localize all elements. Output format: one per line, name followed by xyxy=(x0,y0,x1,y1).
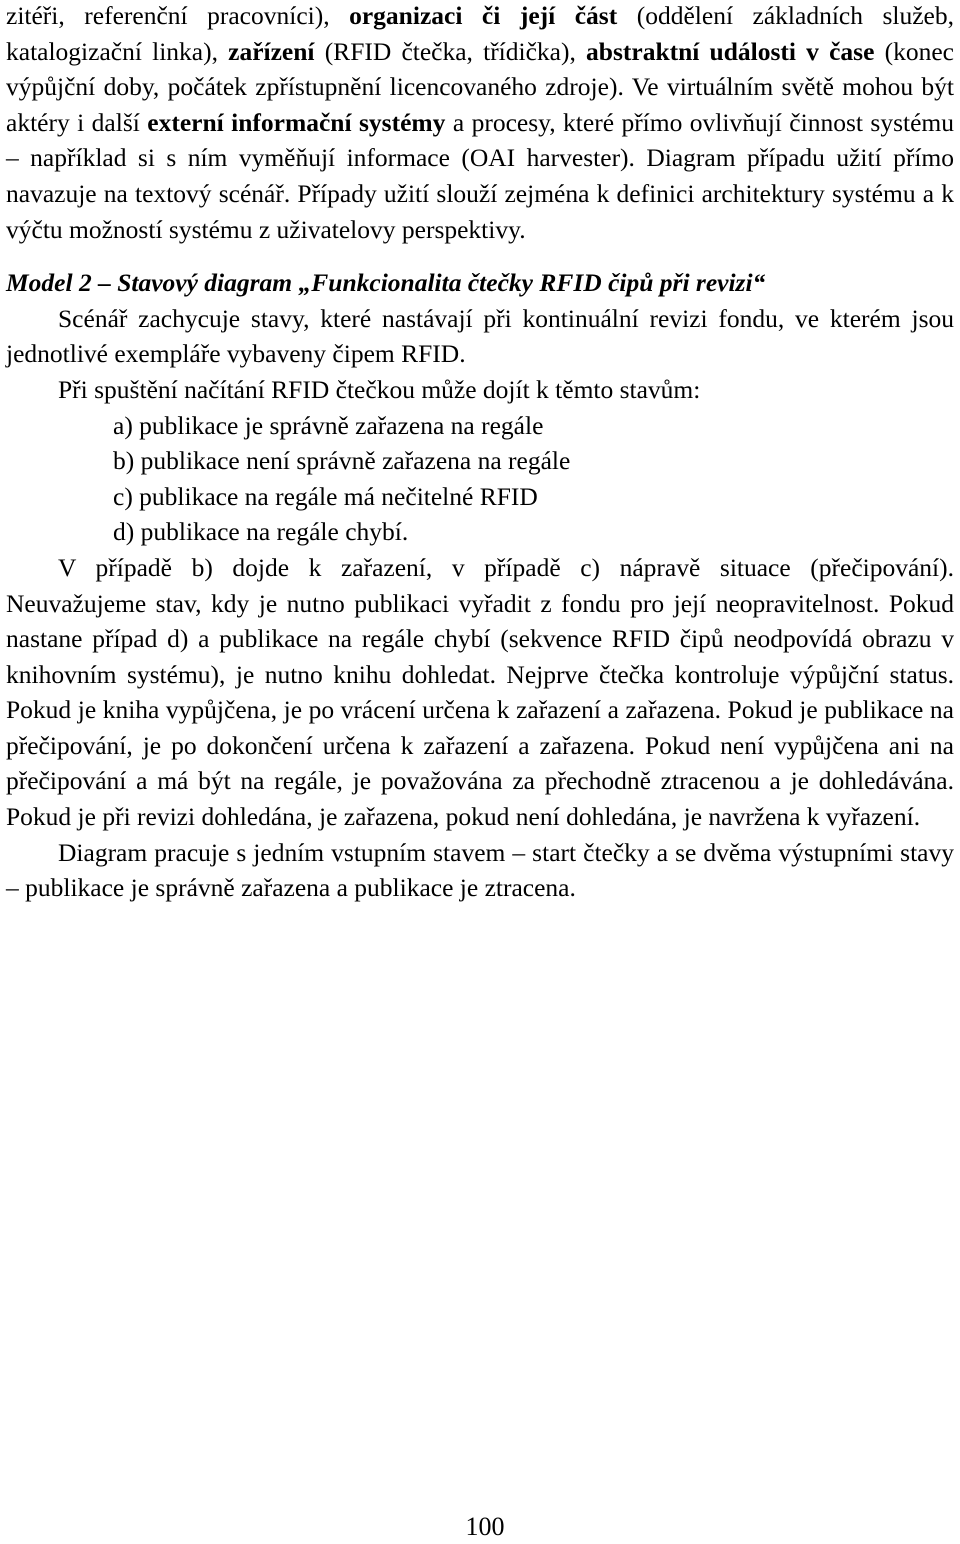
page-number: 100 xyxy=(465,1512,505,1541)
state-item: a) publikace je správně zařazena na regále xyxy=(113,410,544,440)
resolution-paragraph: V případě b) dojde k zařazení, v případě c) nápravě situace (přečipování). Neuvažujeme stav, kdy je nutno publikaci vyřadit z fondu pro její neopravitelnost. Pokud nastane případ d) a publikace na regále chybí (sekvence RFID čipů neodpovídá obrazu v knihovním systému), je nutno knihu dohledat. Nejprve čtečka kontroluje výpůjční status. Pokud je kniha vypůjčena, je po vrácení určena k zařazení a zařazena. Pokud je publikace na přečipování, je po dokončení určena k zařazení a zařazena. Pokud není vypůjčena ani na přečipování a má být na regále, je považována za přechodně ztracenou a je dohledávána. Pokud je při revizi dohledána, je zařazena, pokud není dohledána, je navržena k vyřazení. xyxy=(6,552,954,832)
scenario-paragraph: Scénář zachycuje stavy, které nastávají při kontinuální revizi fondu, ve kterém jsou jednotlivé exempláře vybaveny čipem RFID. xyxy=(6,303,954,369)
state-item: d) publikace na regále chybí. xyxy=(113,517,409,547)
state-item: b) publikace není správně zařazena na regále xyxy=(113,446,571,476)
document-page xyxy=(6,0,954,906)
states-intro: Při spuštění načítání RFID čtečkou může dojít k těmto stavům: xyxy=(58,374,701,404)
intro-text-2: (oddělení základních služeb, katalogizační linka), xyxy=(6,1,955,66)
section-heading: Model 2 – Stavový diagram „Funkcionalita čtečky RFID čipů při revizi“ xyxy=(6,268,766,298)
intro-text-1: zitéři, referenční pracovníci), xyxy=(6,1,350,30)
intro-bold-2: zařízení xyxy=(228,36,315,66)
intro-text-3: (RFID čtečka, třídička), xyxy=(314,36,587,66)
states-list xyxy=(6,408,954,550)
intro-bold-1: organizaci či její část xyxy=(349,1,618,30)
intro-text-4: (konec výpůjční doby, počátek zpřístupnění licencovaného zdroje). Ve virtuálním světě mohou být aktéry i další xyxy=(6,36,954,137)
diagram-summary-paragraph: Diagram pracuje s jedním vstupním stavem – start čtečky a se dvěma výstupními stavy – publikace je správně zařazena a publikace je ztracena. xyxy=(6,837,954,903)
intro-text-5: a procesy, které přímo ovlivňují činnost systému – například si s ním vyměňují informace (OAI harvester). Diagram případu užití přímo navazuje na textový scénář. Případy užití slouží zejména k definici architektury systému a k výčtu možností systému z uživatelovy perspektivy. xyxy=(6,107,954,244)
intro-bold-3: abstraktní události v čase xyxy=(586,36,875,66)
state-item: c) publikace na regále má nečitelné RFID xyxy=(113,481,538,511)
intro-paragraph xyxy=(6,0,954,247)
intro-bold-4: externí informační systémy xyxy=(147,107,446,137)
